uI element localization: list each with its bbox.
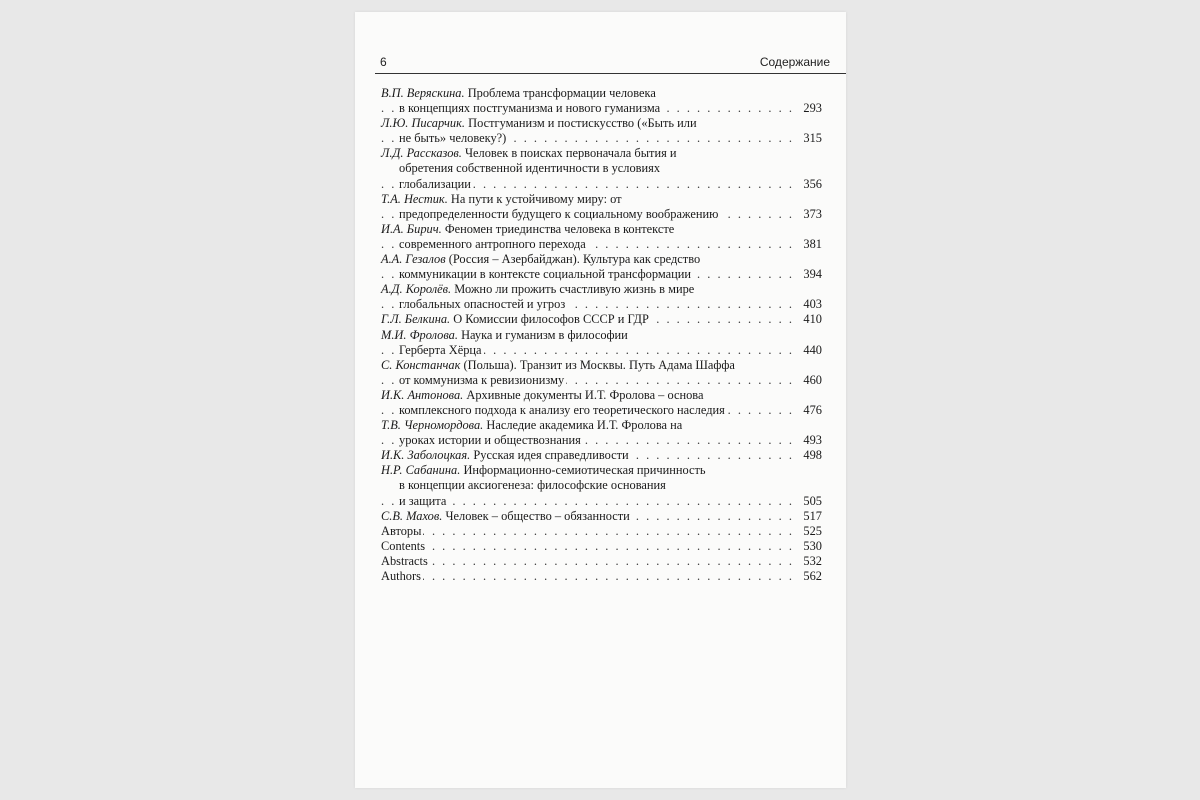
toc-title-text: (Россия – Азербайджан). Культура как средство xyxy=(448,252,701,267)
toc-entry-last-line xyxy=(381,509,822,524)
toc-title-text: в концепциях постгуманизма и нового гуманизма xyxy=(399,101,661,116)
dot-leader xyxy=(381,569,792,584)
toc-entry-text xyxy=(381,554,430,568)
toc-title-text: Авторы xyxy=(381,523,422,538)
toc-entry-last-line xyxy=(381,373,822,388)
toc-entry xyxy=(381,448,822,463)
toc-page-number: 530 xyxy=(792,539,822,554)
toc-title-text: Можно ли прожить счастливую жизнь в мире xyxy=(454,282,695,297)
toc-title-text: Человек – общество – обязанности xyxy=(445,508,630,523)
toc-entry-last-line xyxy=(381,297,822,312)
toc-entry-text xyxy=(399,207,720,221)
toc-entry-last-line xyxy=(381,433,822,448)
toc-entry-line xyxy=(381,86,822,101)
toc-author: С.В. Махов. xyxy=(381,508,443,523)
toc-entry-text xyxy=(399,433,583,447)
toc-entry xyxy=(381,569,822,584)
table-of-contents xyxy=(381,86,822,584)
running-head xyxy=(380,53,830,71)
toc-title-text: и защита xyxy=(399,493,447,508)
toc-entry xyxy=(381,312,822,327)
toc-title-text: современного антропного перехода xyxy=(399,236,586,251)
toc-author: А.А. Гезалов xyxy=(381,252,446,267)
toc-title-text: Информационно-семиотическая причинность xyxy=(463,463,706,478)
toc-entry xyxy=(381,252,822,282)
toc-page-number: 381 xyxy=(792,237,822,252)
toc-page-number: 315 xyxy=(792,131,822,146)
toc-title-text: предопределенности будущего к социальному воображению xyxy=(399,206,719,221)
toc-page-number: 293 xyxy=(792,101,822,116)
toc-entry xyxy=(381,554,822,569)
toc-entry-text xyxy=(381,312,651,326)
toc-page-number: 356 xyxy=(792,177,822,192)
toc-title-text: коммуникации в контексте социальной трансформации xyxy=(399,267,691,282)
toc-author: А.Д. Королёв. xyxy=(381,282,452,297)
toc-page-number: 517 xyxy=(792,509,822,524)
toc-author: И.К. Антонова. xyxy=(381,387,464,402)
toc-entry-last-line xyxy=(381,524,822,539)
toc-entry-line xyxy=(381,418,822,433)
book-page xyxy=(355,12,846,788)
toc-page-number: 476 xyxy=(792,403,822,418)
toc-page-number: 532 xyxy=(792,554,822,569)
toc-entry-last-line xyxy=(381,569,822,584)
dot-leader xyxy=(381,554,792,569)
toc-entry xyxy=(381,539,822,554)
toc-page-number: 562 xyxy=(792,569,822,584)
toc-entry xyxy=(381,116,822,146)
toc-entry-last-line xyxy=(381,101,822,116)
toc-entry-text xyxy=(399,177,473,191)
toc-entry-line xyxy=(381,328,822,343)
toc-entry-line xyxy=(381,192,822,207)
toc-author: Н.Р. Сабанина. xyxy=(381,463,461,478)
toc-author: Л.Д. Рассказов. xyxy=(381,146,462,161)
toc-title-text: О Комиссии философов СССР и ГДР xyxy=(453,312,649,327)
toc-title-text: Русская идея справедливости xyxy=(473,448,629,463)
dot-leader xyxy=(381,539,792,554)
toc-entry xyxy=(381,328,822,358)
toc-entry-last-line xyxy=(381,539,822,554)
toc-page-number: 403 xyxy=(792,297,822,312)
toc-title-text: Contents xyxy=(381,538,426,553)
toc-entry xyxy=(381,418,822,448)
toc-title-text: Наука и гуманизм в философии xyxy=(461,327,628,342)
toc-entry-last-line xyxy=(381,237,822,252)
page-number: 6 xyxy=(380,55,387,69)
toc-title-text: (Польша). Транзит из Москвы. Путь Адама Шаффа xyxy=(463,357,735,372)
toc-page-number: 505 xyxy=(792,494,822,509)
toc-entry xyxy=(381,463,822,508)
toc-entry xyxy=(381,358,822,388)
toc-entry-text xyxy=(399,267,693,281)
toc-entry-text xyxy=(399,494,448,508)
toc-entry-text xyxy=(381,569,423,583)
toc-entry-last-line xyxy=(381,343,822,358)
toc-entry-line xyxy=(381,478,822,493)
toc-title-text: Герберта Хёрца xyxy=(399,342,482,357)
toc-entry-line xyxy=(381,282,822,297)
section-title: Содержание xyxy=(759,55,830,69)
toc-entry-line xyxy=(381,146,822,161)
toc-title-text: Abstracts xyxy=(381,553,428,568)
toc-entry-last-line xyxy=(381,131,822,146)
toc-entry-text xyxy=(399,237,588,251)
toc-author: М.И. Фролова. xyxy=(381,327,458,342)
toc-title-text: Феномен триединства человека в контексте xyxy=(444,221,675,236)
toc-entry xyxy=(381,192,822,222)
toc-entry xyxy=(381,282,822,312)
toc-page-number: 410 xyxy=(792,312,822,327)
toc-entry-last-line xyxy=(381,312,822,327)
toc-entry-text xyxy=(381,524,423,538)
toc-author: Л.Ю. Писарчик. xyxy=(381,116,466,131)
toc-entry-line xyxy=(381,388,822,403)
toc-entry xyxy=(381,146,822,191)
toc-entry-text xyxy=(399,297,567,311)
toc-title-text: Проблема трансформации человека xyxy=(467,86,656,100)
toc-author: Г.Л. Белкина. xyxy=(381,312,451,327)
dot-leader xyxy=(381,524,792,539)
toc-title-text: Архивные документы И.Т. Фролова – основа xyxy=(466,387,704,402)
toc-title-text: в концепции аксиогенеза: философские основания xyxy=(399,478,666,493)
toc-author: Т.В. Черномордова. xyxy=(381,418,484,433)
toc-entry-last-line xyxy=(381,494,822,509)
toc-entry-line xyxy=(381,358,822,373)
toc-author: В.П. Веряскина. xyxy=(381,86,465,100)
toc-entry xyxy=(381,86,822,116)
toc-entry-line xyxy=(381,222,822,237)
toc-page-number: 493 xyxy=(792,433,822,448)
toc-page-number: 440 xyxy=(792,343,822,358)
toc-entry-text xyxy=(381,448,631,462)
toc-title-text: комплексного подхода к анализу его теоретического наследия xyxy=(399,402,725,417)
toc-entry-text xyxy=(399,101,662,115)
toc-entry-text xyxy=(399,131,508,145)
toc-entry-line xyxy=(381,116,822,131)
toc-entry xyxy=(381,222,822,252)
toc-author: Т.А. Нестик. xyxy=(381,191,448,206)
toc-author: И.К. Заболоцкая. xyxy=(381,448,471,463)
toc-entry-line xyxy=(381,463,822,478)
toc-title-text: глобальных опасностей и угроз xyxy=(399,297,566,312)
toc-entry-last-line xyxy=(381,448,822,463)
toc-entry-last-line xyxy=(381,177,822,192)
toc-title-text: от коммунизма к ревизионизму xyxy=(399,372,565,387)
toc-entry-text xyxy=(381,539,427,553)
toc-entry xyxy=(381,509,822,524)
toc-title-text: глобализации xyxy=(399,176,471,191)
toc-title-text: Authors xyxy=(381,569,421,583)
toc-entry-last-line xyxy=(381,554,822,569)
toc-entry-last-line xyxy=(381,267,822,282)
toc-page-number: 394 xyxy=(792,267,822,282)
toc-entry-text xyxy=(399,403,727,417)
toc-entry xyxy=(381,388,822,418)
toc-entry-line xyxy=(381,161,822,176)
toc-entry-text xyxy=(381,509,632,523)
toc-title-text: Человек в поисках первоначала бытия и xyxy=(465,146,677,161)
toc-author: С. Констанчак xyxy=(381,357,461,372)
header-rule xyxy=(375,73,846,74)
toc-title-text: обретения собственной идентичности в условиях xyxy=(399,161,661,176)
toc-title-text: На пути к устойчивому миру: от xyxy=(450,191,622,206)
toc-page-number: 525 xyxy=(792,524,822,539)
toc-title-text: Постгуманизм и постискусство («Быть или xyxy=(468,116,697,131)
toc-page-number: 373 xyxy=(792,207,822,222)
toc-author: И.А. Бирич. xyxy=(381,221,442,236)
toc-entry-last-line xyxy=(381,207,822,222)
toc-entry-text xyxy=(399,343,484,357)
toc-page-number: 460 xyxy=(792,373,822,388)
toc-title-text: Наследие академика И.Т. Фролова на xyxy=(486,418,683,433)
toc-title-text: не быть» человеку?) xyxy=(399,131,507,146)
toc-entry-last-line xyxy=(381,403,822,418)
toc-entry-line xyxy=(381,252,822,267)
toc-page-number: 498 xyxy=(792,448,822,463)
toc-entry xyxy=(381,524,822,539)
toc-title-text: уроках истории и обществознания xyxy=(399,433,581,448)
toc-entry-text xyxy=(399,373,566,387)
